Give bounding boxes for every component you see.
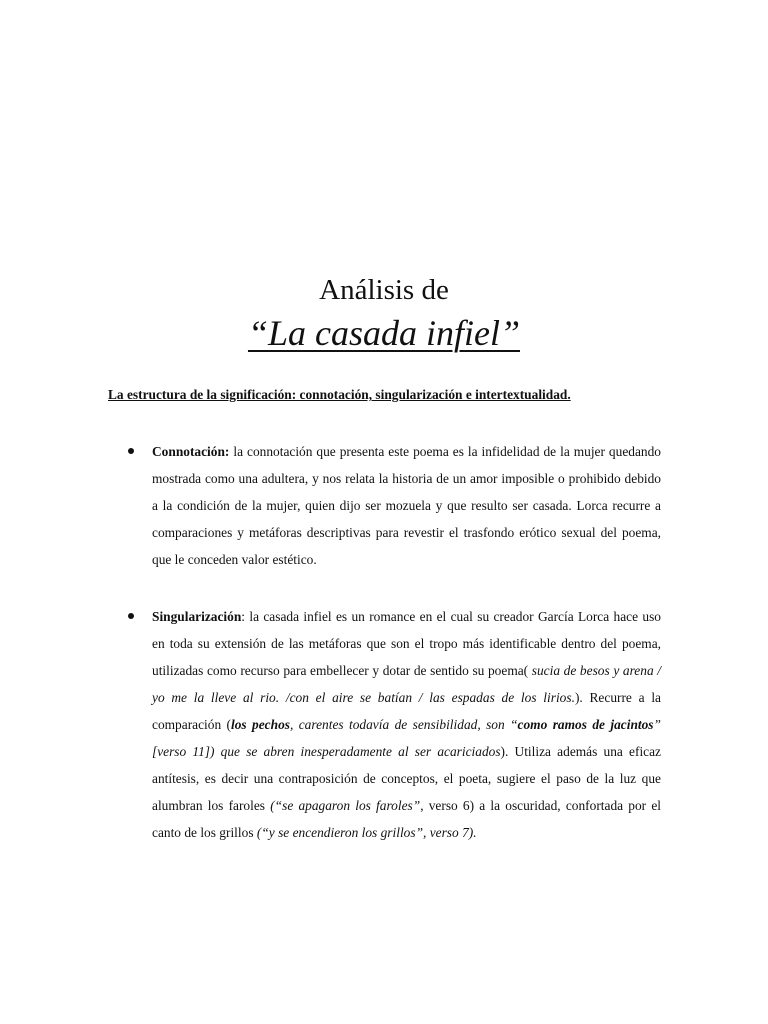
bullet-list-singularizacion	[0, 603, 768, 846]
bullet-item-singularizacion	[0, 603, 661, 846]
bullet-italic-segment: ” [verso 11]) que se abren inesperadamente al ser acariciados	[152, 717, 661, 759]
title-poem-name: “La casada infiel”	[247, 313, 521, 353]
bullet-quote-verses: sucia de besos y arena / yo me la lleve al rio. /con el aire se batían / las espadas de los lirios.	[152, 663, 661, 705]
bullet-text-segment: : la casada infiel es un romance en el cual su creador García Lorca hace uso en toda su extensión de las metáforas que son el tropo más identificable dentro del poema, utilizadas como recurso para embellecer y dotar de sentido su poema(	[152, 609, 661, 678]
bullet-term: Connotación:	[152, 444, 230, 459]
bullet-italic-segment: (“y se encendieron los grillos”, verso 7).	[256, 825, 477, 840]
bullet-italic-segment: , carentes todavía de sensibilidad, son “	[289, 717, 518, 732]
title-line-1: Análisis de	[319, 274, 449, 306]
bullet-item-connotacion	[0, 438, 661, 573]
bullet-italic-segment: (“se apagaron los faroles”	[270, 798, 421, 813]
bullet-text-segment: ). Recurre a la comparación (	[152, 690, 661, 732]
bullet-text: la connotación que presenta este poema es la infidelidad de la mujer quedando mostrada como una adultera, y nos relata la historia de un amor imposible o prohibido debido a la condición de la mujer, quien dijo ser mozuela y que resulto ser casada. Lorca recurre a comparaciones y metáforas descriptivas para revestir el trasfondo erótico sexual del poema, que le conceden valor estético.	[152, 444, 661, 567]
bullet-icon	[128, 448, 134, 454]
section-heading: La estructura de la significación: connotación, singularización e intertextualidad.	[108, 387, 571, 402]
bullet-list-connotacion	[0, 438, 768, 573]
title-line-2	[0, 310, 768, 356]
bullet-text-segment: , verso 6) a la oscuridad, confortada por el canto de los grillos	[152, 798, 661, 840]
bullet-emphasis: como ramos de jacintos	[517, 717, 654, 732]
bullet-term: Singularización	[152, 609, 242, 624]
bullet-emphasis: los pechos	[231, 717, 290, 732]
bullet-text-segment: ). Utiliza además una eficaz antítesis, es decir una contraposición de conceptos, el poeta, sugiere el paso de la luz que alumbran los faroles	[152, 744, 662, 813]
bullet-icon	[128, 613, 134, 619]
